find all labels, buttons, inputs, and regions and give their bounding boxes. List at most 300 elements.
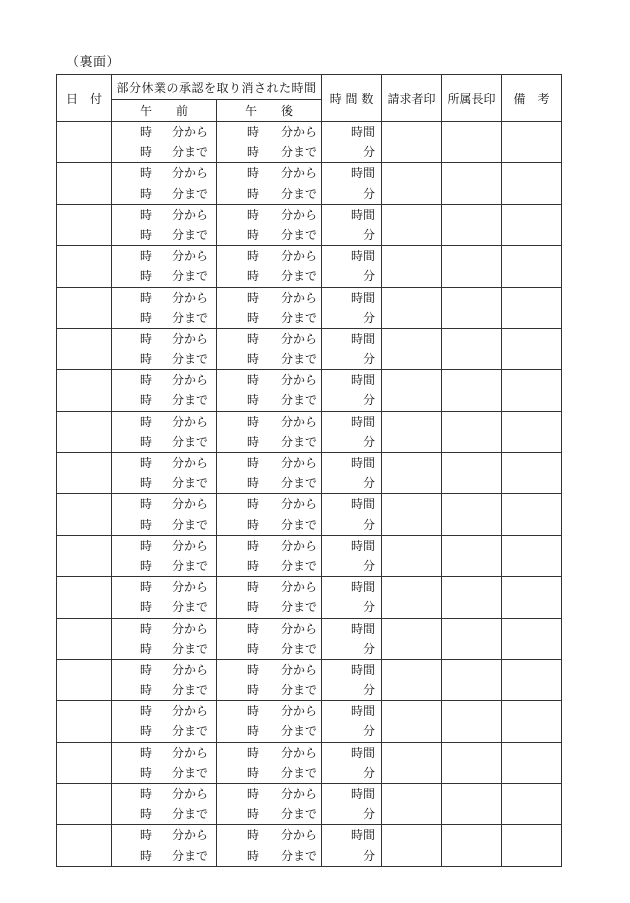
hours-count-cell[interactable] xyxy=(322,204,382,245)
requester-seal-cell[interactable] xyxy=(382,742,442,783)
hour-unit-label: 時 xyxy=(140,476,153,491)
hours-count-cell[interactable] xyxy=(322,163,382,204)
date-cell[interactable] xyxy=(57,328,112,369)
hour-unit-label: 時 xyxy=(247,580,260,595)
minute-unit-label: 分から xyxy=(171,662,208,677)
minute-unit-label: 分から xyxy=(281,373,318,388)
header-pm: 午 後 xyxy=(217,100,322,122)
minutes-unit-label: 分 xyxy=(363,393,376,408)
minutes-line xyxy=(322,184,381,204)
hour-unit-label: 時 xyxy=(247,704,260,719)
date-cell[interactable] xyxy=(57,701,112,742)
am-time-cell[interactable] xyxy=(112,246,217,287)
minute-unit-label: 分から xyxy=(281,414,318,429)
hours-unit-label: 時間 xyxy=(351,538,376,553)
hour-unit-label: 時 xyxy=(140,517,153,532)
minute-unit-label: 分まで xyxy=(171,145,208,160)
table-row xyxy=(57,618,562,659)
minutes-unit-label: 分 xyxy=(363,724,376,739)
time-line xyxy=(217,597,321,617)
minute-unit-label: 分まで xyxy=(171,600,208,615)
notes-cell[interactable] xyxy=(502,287,562,328)
hour-unit-label: 時 xyxy=(140,227,153,242)
minutes-line xyxy=(322,515,381,535)
pm-time-cell[interactable] xyxy=(217,370,322,411)
header-cancelled-span: 部分休業の承認を取り消された時間 xyxy=(112,75,322,100)
hours-line xyxy=(322,453,381,473)
pm-time-cell[interactable] xyxy=(217,494,322,535)
hours-count-cell[interactable] xyxy=(322,411,382,452)
minute-unit-label: 分から xyxy=(281,538,318,553)
minute-unit-label: 分から xyxy=(281,745,318,760)
date-cell[interactable] xyxy=(57,742,112,783)
date-cell[interactable] xyxy=(57,246,112,287)
pm-time-cell[interactable] xyxy=(217,328,322,369)
chief-seal-cell[interactable] xyxy=(442,122,502,163)
hour-unit-label: 時 xyxy=(247,828,260,843)
hour-unit-label: 時 xyxy=(247,724,260,739)
requester-seal-cell[interactable] xyxy=(382,411,442,452)
minutes-unit-label: 分 xyxy=(363,352,376,367)
minute-unit-label: 分から xyxy=(281,249,318,264)
pm-time-cell[interactable] xyxy=(217,287,322,328)
time-line xyxy=(217,660,321,680)
notes-cell[interactable] xyxy=(502,742,562,783)
am-time-cell[interactable] xyxy=(112,122,217,163)
hour-unit-label: 時 xyxy=(140,600,153,615)
minutes-unit-label: 分 xyxy=(363,848,376,863)
requester-seal-cell[interactable] xyxy=(382,370,442,411)
requester-seal-cell[interactable] xyxy=(382,204,442,245)
notes-cell[interactable] xyxy=(502,535,562,576)
time-line xyxy=(217,473,321,493)
minutes-line xyxy=(322,721,381,741)
pm-time-cell[interactable] xyxy=(217,701,322,742)
hours-unit-label: 時間 xyxy=(351,414,376,429)
time-line xyxy=(112,205,216,225)
time-line xyxy=(112,349,216,369)
chief-seal-cell[interactable] xyxy=(442,370,502,411)
hour-unit-label: 時 xyxy=(140,434,153,449)
hours-unit-label: 時間 xyxy=(351,290,376,305)
hour-unit-label: 時 xyxy=(247,787,260,801)
date-cell[interactable] xyxy=(57,784,112,825)
hour-unit-label: 時 xyxy=(140,848,153,863)
notes-cell[interactable] xyxy=(502,246,562,287)
table-row xyxy=(57,742,562,783)
minute-unit-label: 分まで xyxy=(281,683,318,698)
minute-unit-label: 分まで xyxy=(171,227,208,242)
hours-line xyxy=(322,288,381,308)
hour-unit-label: 時 xyxy=(247,538,260,553)
chief-seal-cell[interactable] xyxy=(442,411,502,452)
minutes-line xyxy=(322,846,381,866)
minute-unit-label: 分から xyxy=(281,828,318,843)
notes-cell[interactable] xyxy=(502,370,562,411)
requester-seal-cell[interactable] xyxy=(382,163,442,204)
hour-unit-label: 時 xyxy=(140,249,153,264)
am-time-cell[interactable] xyxy=(112,411,217,452)
hour-unit-label: 時 xyxy=(247,207,260,222)
hour-unit-label: 時 xyxy=(140,166,153,181)
hour-unit-label: 時 xyxy=(247,476,260,491)
hour-unit-label: 時 xyxy=(247,683,260,698)
am-time-cell[interactable] xyxy=(112,535,217,576)
hours-count-cell[interactable] xyxy=(322,287,382,328)
time-line xyxy=(217,743,321,763)
hours-count-cell[interactable] xyxy=(322,494,382,535)
table-row xyxy=(57,370,562,411)
minute-unit-label: 分から xyxy=(281,497,318,512)
hour-unit-label: 時 xyxy=(247,227,260,242)
pm-time-cell[interactable] xyxy=(217,411,322,452)
hours-count-cell[interactable] xyxy=(322,742,382,783)
pm-time-cell[interactable] xyxy=(217,577,322,618)
pm-time-cell[interactable] xyxy=(217,535,322,576)
hour-unit-label: 時 xyxy=(247,249,260,264)
minutes-line xyxy=(322,266,381,286)
requester-seal-cell[interactable] xyxy=(382,701,442,742)
hours-line xyxy=(322,370,381,390)
hour-unit-label: 時 xyxy=(140,352,153,367)
time-line xyxy=(217,163,321,183)
hours-unit-label: 時間 xyxy=(351,497,376,512)
am-time-cell[interactable] xyxy=(112,287,217,328)
am-time-cell[interactable] xyxy=(112,577,217,618)
am-time-cell[interactable] xyxy=(112,659,217,700)
pm-time-cell[interactable] xyxy=(217,246,322,287)
time-line xyxy=(217,825,321,845)
minute-unit-label: 分まで xyxy=(171,186,208,201)
hours-count-cell[interactable] xyxy=(322,784,382,825)
hours-count-cell[interactable] xyxy=(322,328,382,369)
hours-line xyxy=(322,701,381,721)
minute-unit-label: 分まで xyxy=(171,807,208,822)
minute-unit-label: 分まで xyxy=(171,848,208,863)
table-row xyxy=(57,659,562,700)
time-line xyxy=(217,494,321,514)
hours-line xyxy=(322,577,381,597)
requester-seal-cell[interactable] xyxy=(382,535,442,576)
hour-unit-label: 時 xyxy=(247,269,260,284)
pm-time-cell[interactable] xyxy=(217,163,322,204)
table-row xyxy=(57,411,562,452)
hour-unit-label: 時 xyxy=(247,600,260,615)
minutes-line xyxy=(322,225,381,245)
hour-unit-label: 時 xyxy=(140,269,153,284)
hours-unit-label: 時間 xyxy=(351,207,376,222)
date-cell[interactable] xyxy=(57,370,112,411)
notes-cell[interactable] xyxy=(502,618,562,659)
date-cell[interactable] xyxy=(57,122,112,163)
pm-time-cell[interactable] xyxy=(217,204,322,245)
time-line xyxy=(217,370,321,390)
time-line xyxy=(112,804,216,824)
hours-line xyxy=(322,329,381,349)
hour-unit-label: 時 xyxy=(140,641,153,656)
hours-count-cell[interactable] xyxy=(322,577,382,618)
minutes-line xyxy=(322,804,381,824)
am-time-cell[interactable] xyxy=(112,453,217,494)
chief-seal-cell[interactable] xyxy=(442,701,502,742)
hours-unit-label: 時間 xyxy=(351,331,376,346)
chief-seal-cell[interactable] xyxy=(442,742,502,783)
date-cell[interactable] xyxy=(57,287,112,328)
chief-seal-cell[interactable] xyxy=(442,453,502,494)
minute-unit-label: 分まで xyxy=(281,476,318,491)
am-time-cell[interactable] xyxy=(112,204,217,245)
hours-line xyxy=(322,246,381,266)
date-cell[interactable] xyxy=(57,411,112,452)
requester-seal-cell[interactable] xyxy=(382,328,442,369)
hours-count-cell[interactable] xyxy=(322,122,382,163)
minute-unit-label: 分まで xyxy=(281,641,318,656)
hour-unit-label: 時 xyxy=(140,538,153,553)
date-cell[interactable] xyxy=(57,494,112,535)
chief-seal-cell[interactable] xyxy=(442,659,502,700)
requester-seal-cell[interactable] xyxy=(382,825,442,866)
hour-unit-label: 時 xyxy=(247,456,260,470)
minute-unit-label: 分まで xyxy=(171,641,208,656)
time-line xyxy=(112,515,216,535)
minute-unit-label: 分から xyxy=(171,580,208,595)
hour-unit-label: 時 xyxy=(247,848,260,863)
minutes-unit-label: 分 xyxy=(363,476,376,491)
notes-cell[interactable] xyxy=(502,163,562,204)
date-cell[interactable] xyxy=(57,163,112,204)
hours-unit-label: 時間 xyxy=(351,456,376,470)
chief-seal-cell[interactable] xyxy=(442,163,502,204)
notes-cell[interactable] xyxy=(502,577,562,618)
time-line xyxy=(112,680,216,700)
hours-line xyxy=(322,784,381,804)
notes-cell[interactable] xyxy=(502,411,562,452)
header-notes: 備 考 xyxy=(502,75,562,122)
partial-leave-cancellation-table xyxy=(56,74,562,867)
minute-unit-label: 分から xyxy=(281,290,318,305)
hour-unit-label: 時 xyxy=(247,186,260,201)
hour-unit-label: 時 xyxy=(247,145,260,160)
hours-count-cell[interactable] xyxy=(322,825,382,866)
time-line xyxy=(217,225,321,245)
header-hours: 時 間 数 xyxy=(322,75,382,122)
hours-line xyxy=(322,825,381,845)
requester-seal-cell[interactable] xyxy=(382,618,442,659)
hour-unit-label: 時 xyxy=(140,662,153,677)
hours-line xyxy=(322,122,381,142)
notes-cell[interactable] xyxy=(502,328,562,369)
hour-unit-label: 時 xyxy=(247,125,260,139)
time-line xyxy=(112,721,216,741)
date-cell[interactable] xyxy=(57,825,112,866)
requester-seal-cell[interactable] xyxy=(382,453,442,494)
minute-unit-label: 分まで xyxy=(171,765,208,780)
hours-line xyxy=(322,743,381,763)
hour-unit-label: 時 xyxy=(140,745,153,760)
am-time-cell[interactable] xyxy=(112,742,217,783)
chief-seal-cell[interactable] xyxy=(442,287,502,328)
notes-cell[interactable] xyxy=(502,204,562,245)
requester-seal-cell[interactable] xyxy=(382,246,442,287)
time-line xyxy=(217,246,321,266)
date-cell[interactable] xyxy=(57,659,112,700)
pm-time-cell[interactable] xyxy=(217,618,322,659)
table-row xyxy=(57,453,562,494)
am-time-cell[interactable] xyxy=(112,618,217,659)
am-time-cell[interactable] xyxy=(112,784,217,825)
minute-unit-label: 分まで xyxy=(281,186,318,201)
hour-unit-label: 時 xyxy=(140,393,153,408)
time-line xyxy=(217,184,321,204)
minutes-unit-label: 分 xyxy=(363,227,376,242)
hours-count-cell[interactable] xyxy=(322,701,382,742)
minute-unit-label: 分から xyxy=(281,704,318,719)
time-line xyxy=(112,163,216,183)
date-cell[interactable] xyxy=(57,577,112,618)
chief-seal-cell[interactable] xyxy=(442,204,502,245)
time-line xyxy=(217,453,321,473)
pm-time-cell[interactable] xyxy=(217,825,322,866)
requester-seal-cell[interactable] xyxy=(382,577,442,618)
minute-unit-label: 分から xyxy=(171,290,208,305)
minute-unit-label: 分から xyxy=(171,166,208,181)
hour-unit-label: 時 xyxy=(247,310,260,325)
table-row xyxy=(57,825,562,866)
requester-seal-cell[interactable] xyxy=(382,784,442,825)
hours-count-cell[interactable] xyxy=(322,246,382,287)
date-cell[interactable] xyxy=(57,453,112,494)
chief-seal-cell[interactable] xyxy=(442,577,502,618)
chief-seal-cell[interactable] xyxy=(442,535,502,576)
time-line xyxy=(112,701,216,721)
pm-time-cell[interactable] xyxy=(217,453,322,494)
hours-unit-label: 時間 xyxy=(351,373,376,388)
minute-unit-label: 分まで xyxy=(171,269,208,284)
time-line xyxy=(112,597,216,617)
chief-seal-cell[interactable] xyxy=(442,825,502,866)
time-line xyxy=(112,370,216,390)
hours-count-cell[interactable] xyxy=(322,659,382,700)
chief-seal-cell[interactable] xyxy=(442,494,502,535)
pm-time-cell[interactable] xyxy=(217,122,322,163)
table-row xyxy=(57,535,562,576)
date-cell[interactable] xyxy=(57,618,112,659)
requester-seal-cell[interactable] xyxy=(382,494,442,535)
pm-time-cell[interactable] xyxy=(217,784,322,825)
time-line xyxy=(217,515,321,535)
pm-time-cell[interactable] xyxy=(217,742,322,783)
minutes-line xyxy=(322,390,381,410)
requester-seal-cell[interactable] xyxy=(382,122,442,163)
table-row xyxy=(57,246,562,287)
hour-unit-label: 時 xyxy=(140,373,153,388)
minute-unit-label: 分から xyxy=(171,787,208,801)
am-time-cell[interactable] xyxy=(112,825,217,866)
time-line xyxy=(112,288,216,308)
hour-unit-label: 時 xyxy=(247,352,260,367)
chief-seal-cell[interactable] xyxy=(442,328,502,369)
time-line xyxy=(217,639,321,659)
table-row xyxy=(57,328,562,369)
minutes-unit-label: 分 xyxy=(363,683,376,698)
notes-cell[interactable] xyxy=(502,659,562,700)
hours-count-cell[interactable] xyxy=(322,618,382,659)
hours-line xyxy=(322,163,381,183)
hours-unit-label: 時間 xyxy=(351,249,376,264)
am-time-cell[interactable] xyxy=(112,701,217,742)
am-time-cell[interactable] xyxy=(112,328,217,369)
hour-unit-label: 時 xyxy=(140,558,153,573)
minutes-unit-label: 分 xyxy=(363,310,376,325)
am-time-cell[interactable] xyxy=(112,370,217,411)
time-line xyxy=(112,184,216,204)
time-line xyxy=(112,308,216,328)
chief-seal-cell[interactable] xyxy=(442,618,502,659)
minutes-unit-label: 分 xyxy=(363,765,376,780)
minutes-line xyxy=(322,556,381,576)
notes-cell[interactable] xyxy=(502,122,562,163)
am-time-cell[interactable] xyxy=(112,163,217,204)
time-line xyxy=(112,142,216,162)
hour-unit-label: 時 xyxy=(140,125,153,139)
notes-cell[interactable] xyxy=(502,494,562,535)
hour-unit-label: 時 xyxy=(140,787,153,801)
minute-unit-label: 分まで xyxy=(171,310,208,325)
hour-unit-label: 時 xyxy=(247,807,260,822)
am-time-cell[interactable] xyxy=(112,494,217,535)
notes-cell[interactable] xyxy=(502,784,562,825)
chief-seal-cell[interactable] xyxy=(442,784,502,825)
hours-count-cell[interactable] xyxy=(322,535,382,576)
time-line xyxy=(217,122,321,142)
requester-seal-cell[interactable] xyxy=(382,659,442,700)
time-line xyxy=(112,494,216,514)
hour-unit-label: 時 xyxy=(247,373,260,388)
hours-count-cell[interactable] xyxy=(322,453,382,494)
time-line xyxy=(217,266,321,286)
minute-unit-label: 分から xyxy=(281,621,318,636)
time-line xyxy=(217,846,321,866)
hour-unit-label: 時 xyxy=(140,621,153,636)
time-line xyxy=(112,825,216,845)
minute-unit-label: 分から xyxy=(281,580,318,595)
hour-unit-label: 時 xyxy=(140,497,153,512)
table-row xyxy=(57,287,562,328)
minutes-unit-label: 分 xyxy=(363,558,376,573)
minute-unit-label: 分から xyxy=(171,373,208,388)
notes-cell[interactable] xyxy=(502,825,562,866)
hours-line xyxy=(322,619,381,639)
pm-time-cell[interactable] xyxy=(217,659,322,700)
hours-count-cell[interactable] xyxy=(322,370,382,411)
time-line xyxy=(112,266,216,286)
time-line xyxy=(217,288,321,308)
minute-unit-label: 分から xyxy=(171,331,208,346)
minutes-unit-label: 分 xyxy=(363,517,376,532)
minute-unit-label: 分まで xyxy=(281,517,318,532)
minutes-unit-label: 分 xyxy=(363,269,376,284)
time-line xyxy=(217,329,321,349)
minute-unit-label: 分から xyxy=(171,538,208,553)
date-cell[interactable] xyxy=(57,535,112,576)
notes-cell[interactable] xyxy=(502,701,562,742)
chief-seal-cell[interactable] xyxy=(442,246,502,287)
hour-unit-label: 時 xyxy=(140,414,153,429)
requester-seal-cell[interactable] xyxy=(382,287,442,328)
notes-cell[interactable] xyxy=(502,453,562,494)
time-line xyxy=(112,556,216,576)
date-cell[interactable] xyxy=(57,204,112,245)
